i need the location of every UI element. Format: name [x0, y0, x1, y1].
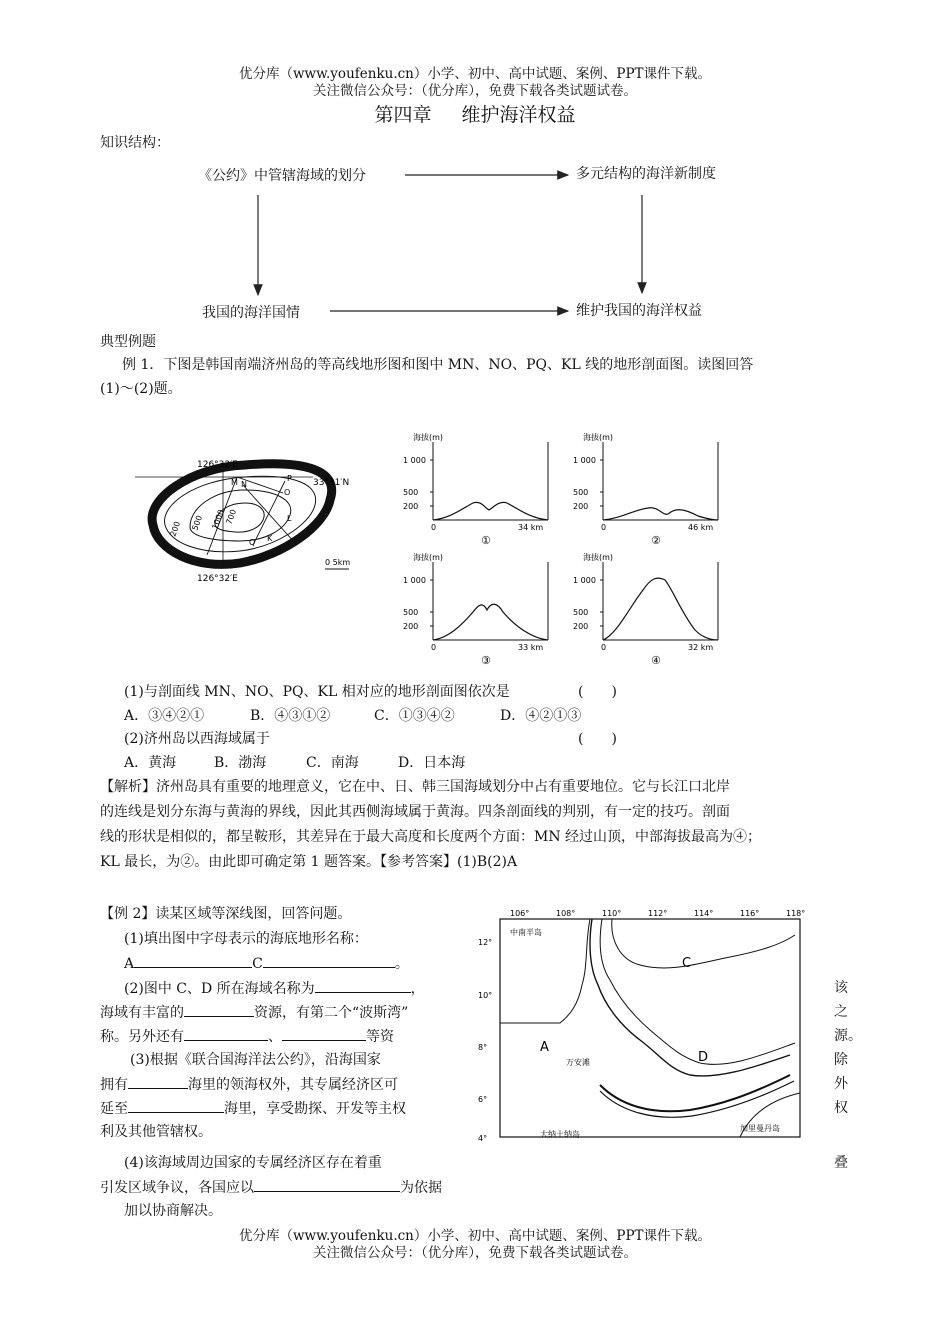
page-title: [0, 104, 950, 126]
ex2-q1-label-c: C: [252, 956, 263, 972]
lon-top-label: 126°32′E: [197, 460, 238, 470]
contour-label-1000: 1000: [210, 508, 226, 531]
depth-contour-map: [470, 905, 820, 1145]
depth-contour-2: [600, 919, 795, 1064]
ex2-q3-text-b: 拥有: [100, 1077, 128, 1093]
place-natuna: 大纳土纳岛: [540, 1130, 580, 1139]
profile-tick-label: 500: [573, 608, 589, 617]
answer-blank-resource-3[interactable]: [282, 1025, 366, 1041]
ex2-q2-text-b: 海域有丰富的: [100, 1005, 184, 1021]
ex2-q3-text-c-end: 海里，享受勘探、开发等主权: [224, 1101, 406, 1117]
ex2-q1: (1)填出图中字母表示的海底地形名称：: [124, 931, 368, 947]
ex1-q1-option-b: B．④③①②: [250, 708, 331, 724]
scale-label: 0 5km: [325, 558, 351, 567]
answer-blank-territorial[interactable]: [128, 1073, 188, 1089]
lat-label: 33°31′N: [313, 478, 350, 488]
latitude-ticks: [478, 938, 492, 1143]
answer-blank-eez[interactable]: [128, 1097, 224, 1113]
footer-line-1: 优分库（www.youfenku.cn）小学、初中、高中试题、案例、PPT课件下载。: [238, 1228, 712, 1244]
ex2-q2-text-c: 称。另外还有: [100, 1029, 184, 1045]
ex1-q2-option-a: A．黄海: [124, 755, 177, 771]
ex2-q2-text-c-sep: 、: [268, 1029, 282, 1045]
depth-contour-3: [612, 919, 795, 968]
point-n: N: [241, 480, 247, 489]
lon-tick-116: 116°: [740, 909, 760, 918]
answer-blank-basis[interactable]: [254, 1176, 400, 1192]
profile-tick-label: 500: [403, 608, 419, 617]
profile-chart-4: [573, 552, 718, 667]
profile-tick-label: 1 000: [403, 456, 426, 465]
profile-tick-label: 500: [403, 488, 419, 497]
ex2-q3-text-c: 延至: [100, 1101, 128, 1117]
header-line-2: 关注微信公众号：（优分库），免费下载各类试题试卷。: [313, 83, 637, 99]
point-o: O: [284, 488, 291, 497]
profile-tick-label: 1 000: [403, 576, 426, 585]
label-a: A: [540, 1040, 549, 1055]
box-br: 维护我国的海洋权益: [576, 303, 702, 319]
profile-tick-label: 200: [573, 622, 589, 631]
lon-tick-110: 110°: [602, 909, 622, 918]
ex2-q3-line3: [100, 1097, 406, 1122]
point-q: Q: [249, 538, 256, 547]
ex1-intro-2: (1)～(2)题。: [100, 381, 182, 397]
profile-charts: [395, 430, 725, 670]
point-k: K: [267, 534, 273, 543]
profile-tick-label: 200: [403, 502, 419, 511]
lon-tick-112: 112°: [648, 909, 668, 918]
place-kalimantan: 加里曼丹岛: [740, 1124, 780, 1133]
profile-ylabel: 海拔(m): [583, 433, 614, 442]
profile-tick-label: 200: [573, 502, 589, 511]
profile-tick-label: 500: [573, 488, 589, 497]
knowledge-diagram: [180, 155, 780, 330]
ex1-q1: (1)与剖面线 MN、NO、PQ、KL 相对应的地形剖面图依次是: [124, 684, 510, 700]
lat-tick-10: 10°: [478, 991, 493, 1000]
profile-curve: [603, 578, 718, 640]
profile-number: ②: [651, 534, 661, 547]
ex2-q4-line2: [100, 1176, 442, 1201]
ex2-q3-right-1: 除: [834, 1052, 848, 1068]
profile-tick-label: 1 000: [573, 576, 596, 585]
jeju-contour-map: [135, 455, 365, 585]
profile-xend: 34 km: [518, 523, 544, 532]
ex1-analysis-2: 的连线是划分东海与黄海的界线，因此其西侧海域属于黄海。四条剖面线的判别，有一定的技巧。剖面: [100, 804, 730, 820]
ex2-q2-text-b-mid: 资源，有第二个“波斯湾”: [254, 1005, 409, 1021]
ex2-q2-right-3: 源。: [834, 1028, 862, 1044]
ex1-intro-1: 例 1．下图是韩国南端济州岛的等高线地形图和图中 MN、NO、PQ、KL 线的地形剖面图。读图回答: [122, 357, 754, 373]
profile-curve: [603, 508, 718, 520]
answer-blank-a[interactable]: [134, 952, 252, 968]
ex1-q1-paren: ( ): [578, 684, 617, 700]
contour-label-700: 700: [224, 508, 239, 526]
ex2-q2-right-2: 之: [834, 1004, 848, 1020]
chapter-number: 第四章: [374, 104, 432, 126]
ex2-q3-line4: 利及其他管辖权。: [100, 1124, 212, 1140]
place-wanan: 万安滩: [566, 1058, 590, 1067]
ex2-q2-line3: [100, 1025, 394, 1050]
contour-label-200: 200: [168, 520, 183, 538]
lon-bottom-label: 126°32′E: [197, 574, 238, 584]
ex1-analysis-3: 线的形状是相似的，都呈鞍形，其差异在于最大高度和长度两个方面：MN 经过山顶，中部海拔最高为④；: [100, 829, 762, 845]
point-p: P: [287, 474, 292, 483]
header-line-1: 优分库（www.youfenku.cn）小学、初中、高中试题、案例、PPT课件下载。: [238, 66, 712, 82]
ex1-q2: (2)济州岛以西海域属于: [124, 731, 270, 747]
ex2-q4-right-1: 叠: [834, 1155, 848, 1171]
profile-origin: 0: [601, 643, 607, 652]
ex1-analysis-4: KL 最长，为②。由此即可确定第 1 题答案。【参考答案】(1)B(2)A: [100, 854, 518, 870]
ex2-q4-line3: 加以协商解决。: [124, 1203, 222, 1219]
contour-500: [190, 490, 291, 541]
shelf-edge: [600, 1075, 790, 1111]
point-m: M: [231, 478, 238, 487]
lon-tick-108: 108°: [556, 909, 576, 918]
profile-curve: [433, 604, 548, 640]
ex1-q2-option-b: B．渤海: [214, 755, 267, 771]
place-indochina: 中南半岛: [510, 928, 542, 937]
ex2-q1-end: 。: [394, 956, 409, 972]
profile-number: ①: [481, 534, 491, 547]
ex1-q2-option-d: D．日本海: [398, 755, 466, 771]
profile-xend: 46 km: [688, 523, 714, 532]
point-l: L: [287, 514, 292, 523]
profile-origin: 0: [431, 523, 437, 532]
ex2-q2-text-a-end: ，: [410, 981, 425, 997]
ex1-q2-paren: ( ): [578, 731, 617, 747]
profile-tick-label: 200: [403, 622, 419, 631]
ex1-q1-option-a: A．③④②①: [124, 708, 205, 724]
profile-tick-label: 1 000: [573, 456, 596, 465]
lon-tick-106: 106°: [510, 909, 530, 918]
ex2-q3-line1: (3)根据《联合国海洋法公约》，沿海国家: [130, 1052, 381, 1068]
lon-tick-118: 118°: [786, 909, 806, 918]
lat-tick-8: 8°: [478, 1043, 488, 1052]
profile-chart-1: [403, 432, 548, 547]
box-tr: 多元结构的海洋新制度: [576, 166, 716, 182]
ex2-q3-right-3: 权: [834, 1100, 848, 1116]
profile-origin: 0: [431, 643, 437, 652]
profile-number: ③: [481, 654, 491, 667]
box-tl: 《公约》中管辖海域的划分: [198, 168, 366, 184]
ex2-q3-line2: [100, 1073, 398, 1098]
ex1-q1-option-d: D．④②①③: [500, 708, 582, 724]
profile-curve: [433, 502, 548, 520]
knowledge-heading: 知识结构：: [100, 135, 170, 151]
ex2-q4-text-b: 引发区域争议，各国应以: [100, 1180, 254, 1196]
examples-heading: 典型例题: [100, 334, 156, 350]
profile-chart-3: [403, 552, 548, 667]
lat-tick-4: 4°: [478, 1134, 488, 1143]
profile-chart-2: [573, 432, 718, 547]
ex1-q1-option-c: C．①③④②: [374, 708, 455, 724]
contour-label-500: 500: [190, 514, 205, 532]
answer-blank-c[interactable]: [263, 952, 395, 968]
profile-ylabel: 海拔(m): [413, 553, 444, 562]
profile-ylabel: 海拔(m): [583, 553, 614, 562]
lat-tick-12: 12°: [478, 938, 493, 947]
profile-xend: 32 km: [688, 643, 714, 652]
ex2-q4-line1: (4)该海域周边国家的专属经济区存在着重: [124, 1155, 382, 1171]
ex1-q2-option-c: C．南海: [306, 755, 359, 771]
ex2-q1-blanks: [124, 952, 409, 977]
answer-blank-sea-name[interactable]: [315, 977, 411, 993]
chapter-name: 维护海洋权益: [461, 104, 576, 126]
ex2-title: 【例 2】读某区域等深线图，回答问题。: [100, 906, 352, 922]
ex2-q2-text-c-end: 等资: [366, 1029, 394, 1045]
profile-number: ④: [651, 654, 661, 667]
answer-blank-resource[interactable]: [184, 1001, 254, 1017]
ex2-q2-text-a: (2)图中 C、D 所在海域名称为: [124, 981, 315, 997]
ex2-q1-label-a: A: [124, 956, 135, 972]
label-d: D: [698, 1050, 709, 1065]
answer-blank-resource-2[interactable]: [184, 1025, 268, 1041]
ex1-analysis-1: 【解析】济州岛具有重要的地理意义，它在中、日、韩三国海域划分中占有重要地位。它与长江口北岸: [100, 779, 730, 795]
footer-line-2: 关注微信公众号：（优分库），免费下载各类试题试卷。: [313, 1245, 637, 1261]
lat-tick-6: 6°: [478, 1095, 488, 1104]
profile-origin: 0: [601, 523, 607, 532]
label-c: C: [682, 956, 692, 971]
longitude-ticks: [510, 909, 805, 918]
ex2-q2-line2: [100, 1001, 408, 1026]
ex2-q3-right-2: 外: [834, 1076, 848, 1092]
ex2-q4-text-b-end: 为依据: [400, 1180, 442, 1196]
box-bl: 我国的海洋国情: [202, 305, 300, 321]
profile-ylabel: 海拔(m): [413, 433, 444, 442]
profile-xend: 33 km: [518, 643, 544, 652]
lon-tick-114: 114°: [694, 909, 714, 918]
ex2-q2-line1: [124, 977, 425, 1002]
ex2-q3-text-b-end: 海里的领海权外，其专属经济区可: [188, 1077, 398, 1093]
ex2-q2-right-1: 该: [834, 980, 848, 996]
